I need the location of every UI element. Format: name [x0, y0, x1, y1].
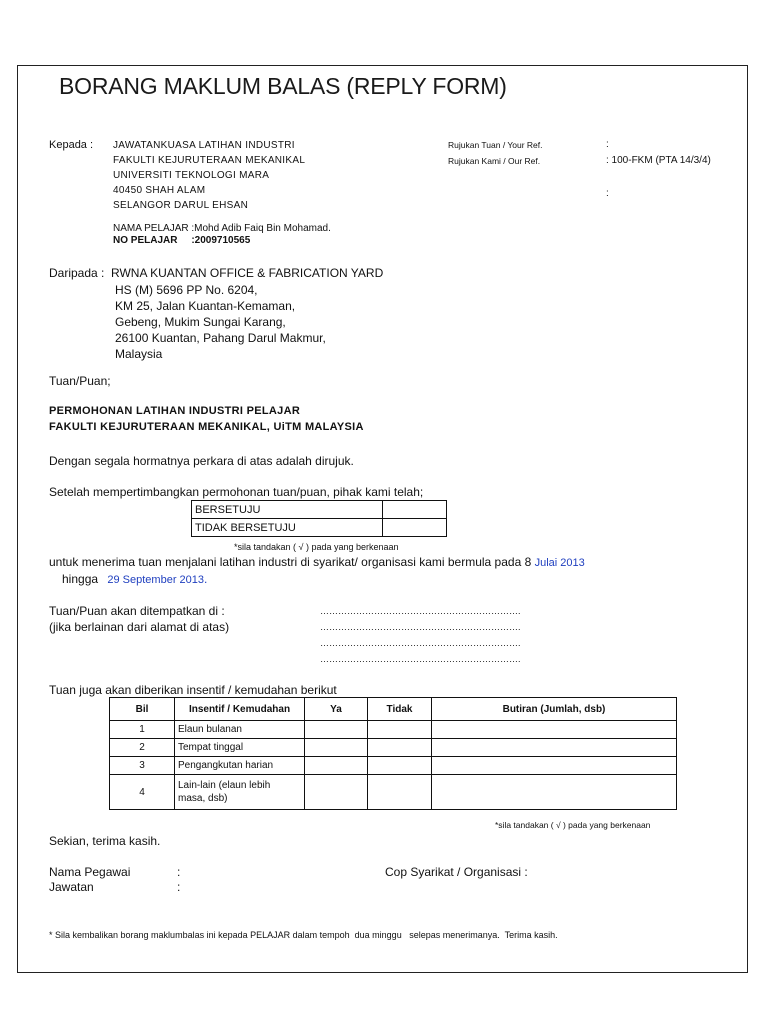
start-month-year: Julai 2013 [534, 557, 585, 569]
row-item [175, 775, 305, 810]
choice-tidak-bersetuju-label: TIDAK BERSETUJU [192, 519, 383, 537]
row-item-line: Lain-lain (elaun lebih [178, 780, 271, 791]
kepada-label: Kepada : [49, 139, 94, 151]
reference-paragraph: Dengan segala hormatnya perkara di atas adalah dirujuk. [49, 454, 354, 468]
placement-label: Tuan/Puan akan ditempatkan di : [49, 604, 225, 618]
table-row [110, 739, 677, 757]
sender-line: KM 25, Jalan Kuantan-Kemaman, [115, 299, 296, 313]
officer-name-label: Nama Pegawai [49, 865, 131, 879]
choice-tidak-bersetuju-box[interactable] [383, 519, 447, 537]
footer-note: * Sila kembalikan borang maklumbalas ini kepada PELAJAR dalam tempoh dua minggu selepas menerimanya. Terima kasih. [49, 930, 558, 940]
row-details-cell[interactable] [432, 739, 677, 757]
table-header-row [110, 698, 677, 721]
sender-line: HS (M) 5696 PP No. 6204, [115, 283, 258, 297]
row-tidak-cell[interactable] [368, 739, 432, 757]
row-bil: 4 [110, 775, 175, 810]
kepada-line: 40450 SHAH ALAM [113, 185, 206, 196]
approval-table [191, 500, 447, 537]
col-details: Butiran (Jumlah, dsb) [432, 698, 677, 721]
daripada-label: Daripada : [49, 266, 105, 280]
table-row [192, 519, 447, 537]
table-row [110, 721, 677, 739]
your-ref-value: : [606, 139, 609, 150]
placement-note: (jika berlainan dari alamat di atas) [49, 620, 230, 634]
position-label: Jawatan [49, 880, 94, 894]
placement-line-4[interactable]: …………………………………………………………. [320, 654, 521, 664]
sender-address [115, 282, 326, 362]
acceptance-text [49, 555, 585, 569]
row-tidak-cell[interactable] [368, 757, 432, 775]
row-item: Pengangkutan harian [175, 757, 305, 775]
table-row [110, 757, 677, 775]
consideration-paragraph: Setelah mempertimbangkan permohonan tuan/puan, pihak kami telah; [49, 485, 424, 499]
our-ref-value: : 100-FKM (PTA 14/3/4) [606, 155, 711, 166]
incentive-intro: Tuan juga akan diberikan insentif / kemudahan berikut [49, 683, 337, 697]
end-date-line [62, 572, 207, 586]
our-ref-label: Rujukan Kami / Our Ref. [448, 156, 541, 166]
row-details-cell[interactable] [432, 775, 677, 810]
sender-company: RWNA KUANTAN OFFICE & FABRICATION YARD [111, 266, 384, 280]
row-bil: 1 [110, 721, 175, 739]
row-tidak-cell[interactable] [368, 775, 432, 810]
closing: Sekian, terima kasih. [49, 834, 161, 848]
row-ya-cell[interactable] [305, 721, 368, 739]
until-label: hingga [62, 572, 99, 586]
salutation: Tuan/Puan; [49, 374, 111, 388]
tick-note-2: *sila tandakan ( √ ) pada yang berkenaan [495, 820, 651, 830]
incentive-table [109, 697, 677, 810]
kepada-line: FAKULTI KEJURUTERAAN MEKANIKAL [113, 155, 306, 166]
row-details-cell[interactable] [432, 757, 677, 775]
placement-line-3[interactable]: …………………………………………………………. [320, 638, 521, 648]
officer-name-colon: : [177, 865, 181, 879]
end-period: . [204, 572, 208, 586]
date-value: : [606, 188, 609, 199]
row-item: Tempat tinggal [175, 739, 305, 757]
row-ya-cell[interactable] [305, 757, 368, 775]
subject-line-1: PERMOHONAN LATIHAN INDUSTRI PELAJAR [49, 405, 301, 417]
kepada-line: JAWATANKUASA LATIHAN INDUSTRI [113, 140, 295, 151]
row-ya-cell[interactable] [305, 775, 368, 810]
placement-line-1[interactable]: …………………………………………………………. [320, 606, 521, 616]
student-number: NO PELAJAR :2009710565 [113, 235, 251, 246]
end-date: 29 September 2013 [107, 574, 205, 586]
student-name: NAMA PELAJAR :Mohd Adib Faiq Bin Mohamad. [113, 223, 331, 234]
sender-line: Malaysia [115, 347, 163, 361]
form-title: BORANG MAKLUM BALAS (REPLY FORM) [59, 73, 507, 99]
col-bil: Bil [110, 698, 175, 721]
col-ya: Ya [305, 698, 368, 721]
row-item-line: masa, dsb) [178, 793, 228, 804]
row-bil: 3 [110, 757, 175, 775]
tick-note: *sila tandakan ( √ ) pada yang berkenaan [234, 542, 399, 552]
position-colon: : [177, 880, 181, 894]
sender-line: Gebeng, Mukim Sungai Karang, [115, 315, 286, 329]
start-day: 8 [524, 555, 532, 569]
col-incentive: Insentif / Kemudahan [175, 698, 305, 721]
choice-bersetuju-box[interactable] [383, 501, 447, 519]
table-row [192, 501, 447, 519]
row-details-cell[interactable] [432, 721, 677, 739]
table-row [110, 775, 677, 810]
row-bil: 2 [110, 739, 175, 757]
row-item: Elaun bulanan [175, 721, 305, 739]
company-stamp-label: Cop Syarikat / Organisasi : [385, 865, 528, 879]
kepada-line: UNIVERSITI TEKNOLOGI MARA [113, 170, 270, 181]
choice-bersetuju-label: BERSETUJU [192, 501, 383, 519]
subject-line-2: FAKULTI KEJURUTERAAN MEKANIKAL, UiTM MALAYSIA [49, 421, 364, 433]
placement-line-2[interactable]: …………………………………………………………. [320, 622, 521, 632]
acceptance-sentence: untuk menerima tuan menjalani latihan industri di syarikat/ organisasi kami bermula pada [49, 555, 522, 569]
kepada-address [113, 138, 305, 213]
kepada-line: SELANGOR DARUL EHSAN [113, 200, 249, 211]
row-tidak-cell[interactable] [368, 721, 432, 739]
row-ya-cell[interactable] [305, 739, 368, 757]
your-ref-label: Rujukan Tuan / Your Ref. [448, 140, 543, 150]
col-tidak: Tidak [368, 698, 432, 721]
sender-line: 26100 Kuantan, Pahang Darul Makmur, [115, 331, 326, 345]
